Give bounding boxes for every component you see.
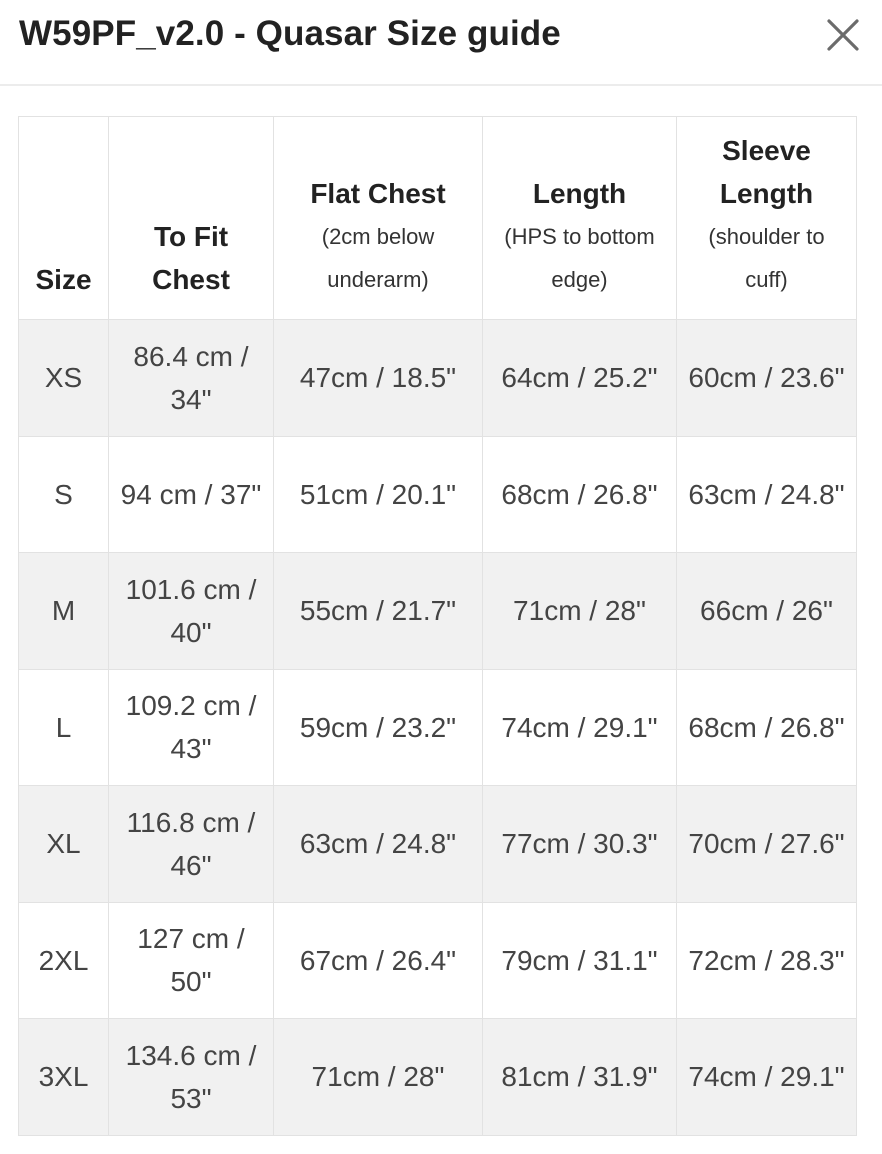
table-row <box>19 1019 857 1136</box>
size-cell: M <box>19 553 109 670</box>
length-cell: 81cm / 31.9" <box>483 1019 677 1136</box>
column-header-flat-chest: Flat Chest (2cm below underarm) <box>274 117 483 320</box>
size-cell: 3XL <box>19 1019 109 1136</box>
close-icon <box>820 14 864 58</box>
dialog-title: W59PF_v2.0 - Quasar Size guide <box>19 14 561 53</box>
flat-chest-cell: 67cm / 26.4" <box>274 902 483 1019</box>
flat-chest-cell: 59cm / 23.2" <box>274 669 483 786</box>
size-guide-table <box>18 116 857 1136</box>
close-button[interactable] <box>820 14 864 58</box>
column-header-sleeve-length: Sleeve Length (shoulder to cuff) <box>677 117 857 320</box>
size-cell: L <box>19 669 109 786</box>
to-fit-chest-cell: 109.2 cm / 43" <box>109 669 274 786</box>
table-row <box>19 436 857 553</box>
to-fit-chest-cell: 134.6 cm / 53" <box>109 1019 274 1136</box>
length-cell: 71cm / 28" <box>483 553 677 670</box>
column-header-to-fit-chest: To Fit Chest <box>109 117 274 320</box>
flat-chest-cell: 55cm / 21.7" <box>274 553 483 670</box>
size-guide-table-container <box>18 116 857 1136</box>
length-cell: 74cm / 29.1" <box>483 669 677 786</box>
sleeve-length-cell: 70cm / 27.6" <box>677 786 857 903</box>
to-fit-chest-cell: 94 cm / 37" <box>109 436 274 553</box>
table-row <box>19 669 857 786</box>
sleeve-length-cell: 60cm / 23.6" <box>677 320 857 437</box>
to-fit-chest-cell: 86.4 cm / 34" <box>109 320 274 437</box>
table-row <box>19 320 857 437</box>
size-cell: XL <box>19 786 109 903</box>
dialog-header <box>0 0 882 86</box>
flat-chest-cell: 71cm / 28" <box>274 1019 483 1136</box>
sleeve-length-cell: 66cm / 26" <box>677 553 857 670</box>
flat-chest-cell: 51cm / 20.1" <box>274 436 483 553</box>
sleeve-length-cell: 72cm / 28.3" <box>677 902 857 1019</box>
table-header-row <box>19 117 857 320</box>
column-header-length: Length (HPS to bottom edge) <box>483 117 677 320</box>
to-fit-chest-cell: 127 cm / 50" <box>109 902 274 1019</box>
size-cell: S <box>19 436 109 553</box>
size-cell: XS <box>19 320 109 437</box>
size-cell: 2XL <box>19 902 109 1019</box>
length-cell: 79cm / 31.1" <box>483 902 677 1019</box>
column-header-size: Size <box>19 117 109 320</box>
flat-chest-cell: 63cm / 24.8" <box>274 786 483 903</box>
sleeve-length-cell: 74cm / 29.1" <box>677 1019 857 1136</box>
sleeve-length-cell: 68cm / 26.8" <box>677 669 857 786</box>
length-cell: 64cm / 25.2" <box>483 320 677 437</box>
flat-chest-cell: 47cm / 18.5" <box>274 320 483 437</box>
length-cell: 68cm / 26.8" <box>483 436 677 553</box>
to-fit-chest-cell: 116.8 cm / 46" <box>109 786 274 903</box>
table-row <box>19 553 857 670</box>
length-cell: 77cm / 30.3" <box>483 786 677 903</box>
table-row <box>19 902 857 1019</box>
to-fit-chest-cell: 101.6 cm / 40" <box>109 553 274 670</box>
table-row <box>19 786 857 903</box>
sleeve-length-cell: 63cm / 24.8" <box>677 436 857 553</box>
